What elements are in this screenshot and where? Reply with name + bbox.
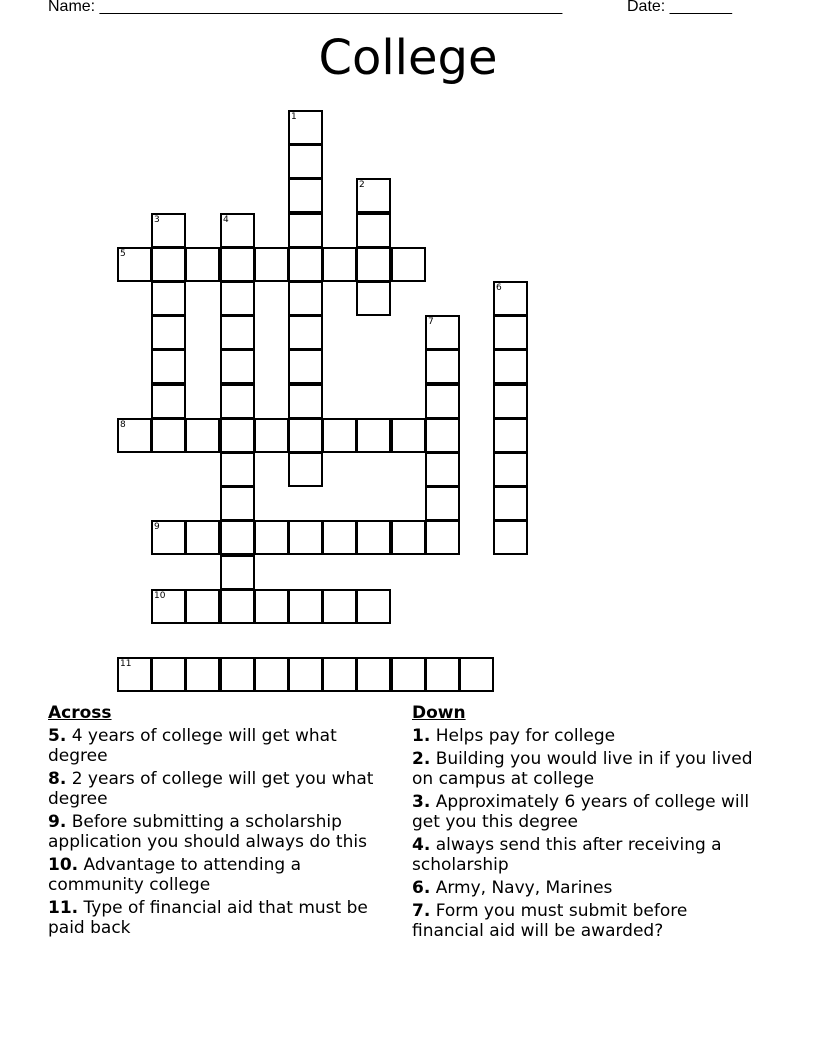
crossword-cell[interactable] — [356, 418, 391, 453]
crossword-cell[interactable] — [425, 657, 460, 692]
crossword-cell[interactable] — [288, 520, 323, 555]
clue-across-11 — [48, 898, 393, 938]
cell-number: 1 — [291, 112, 297, 122]
crossword-cell[interactable] — [288, 178, 323, 213]
crossword-cell[interactable] — [425, 520, 460, 555]
crossword-cell[interactable] — [220, 486, 255, 521]
cell-number: 2 — [359, 180, 365, 190]
crossword-cell[interactable] — [151, 349, 186, 384]
clue-number: 11. — [48, 898, 79, 918]
across-clues — [48, 703, 393, 941]
clue-number: 7. — [412, 901, 431, 921]
crossword-cell[interactable] — [220, 281, 255, 316]
clue-across-5 — [48, 726, 393, 766]
crossword-cell[interactable] — [459, 657, 494, 692]
crossword-cell[interactable] — [288, 110, 323, 145]
cell-number: 4 — [223, 215, 229, 225]
crossword-cell[interactable] — [220, 452, 255, 487]
cell-number: 11 — [120, 659, 132, 669]
crossword-cell[interactable] — [254, 247, 289, 282]
crossword-cell[interactable] — [391, 247, 426, 282]
crossword-cell[interactable] — [254, 520, 289, 555]
crossword-cell[interactable] — [151, 315, 186, 350]
crossword-cell[interactable] — [288, 589, 323, 624]
crossword-cell[interactable] — [117, 418, 152, 453]
clue-down-6 — [412, 878, 757, 898]
clue-number: 9. — [48, 812, 67, 832]
clue-number: 5. — [48, 726, 67, 746]
crossword-cell[interactable] — [493, 486, 528, 521]
clue-text: Type of financial aid that must be paid back — [48, 898, 368, 938]
crossword-cell[interactable] — [151, 247, 186, 282]
crossword-cell[interactable] — [356, 213, 391, 248]
crossword-cell[interactable] — [151, 657, 186, 692]
crossword-cell[interactable] — [322, 247, 357, 282]
cell-number: 10 — [154, 591, 166, 601]
crossword-cell[interactable] — [185, 657, 220, 692]
crossword-cell[interactable] — [356, 589, 391, 624]
clue-across-10 — [48, 855, 393, 895]
crossword-cell[interactable] — [493, 520, 528, 555]
across-heading: Across — [48, 703, 112, 723]
crossword-cell[interactable] — [288, 144, 323, 179]
crossword-cell[interactable] — [220, 213, 255, 248]
crossword-cell[interactable] — [220, 349, 255, 384]
clue-across-9 — [48, 812, 393, 852]
clue-number: 3. — [412, 792, 431, 812]
crossword-cell[interactable] — [322, 418, 357, 453]
crossword-cell[interactable] — [117, 657, 152, 692]
clue-text: 4 years of college will get what degree — [48, 726, 337, 766]
crossword-cell[interactable] — [425, 315, 460, 350]
clue-number: 4. — [412, 835, 431, 855]
clue-down-3 — [412, 792, 757, 832]
clue-text: Advantage to attending a community college — [48, 855, 301, 895]
crossword-cell[interactable] — [220, 315, 255, 350]
crossword-cell[interactable] — [185, 247, 220, 282]
clue-number: 8. — [48, 769, 67, 789]
crossword-cell[interactable] — [288, 247, 323, 282]
crossword-cell[interactable] — [288, 418, 323, 453]
crossword-cell[interactable] — [391, 657, 426, 692]
crossword-cell[interactable] — [151, 520, 186, 555]
crossword-cell[interactable] — [288, 349, 323, 384]
cell-number: 8 — [120, 420, 126, 430]
date-field-label: Date: _______ — [627, 0, 732, 15]
crossword-cell[interactable] — [220, 555, 255, 590]
crossword-cell[interactable] — [322, 657, 357, 692]
crossword-cell[interactable] — [425, 486, 460, 521]
clue-text: Form you must submit before financial aid will be awarded? — [412, 901, 688, 941]
cell-number: 7 — [428, 317, 434, 327]
crossword-cell[interactable] — [185, 520, 220, 555]
clue-text: Before submitting a scholarship application you should always do this — [48, 812, 367, 852]
crossword-cell[interactable] — [493, 349, 528, 384]
crossword-cell[interactable] — [254, 418, 289, 453]
crossword-cell[interactable] — [356, 520, 391, 555]
name-field-label: Name: ____________________________________________________ — [48, 0, 563, 15]
crossword-cell[interactable] — [151, 418, 186, 453]
crossword-cell[interactable] — [117, 247, 152, 282]
down-clues — [412, 703, 757, 944]
crossword-cell[interactable] — [220, 657, 255, 692]
crossword-cell[interactable] — [425, 452, 460, 487]
down-heading: Down — [412, 703, 466, 723]
crossword-cell[interactable] — [288, 315, 323, 350]
crossword-cell[interactable] — [220, 589, 255, 624]
cell-number: 6 — [496, 283, 502, 293]
clue-text: Helps pay for college — [435, 726, 616, 746]
crossword-cell[interactable] — [220, 384, 255, 419]
cell-number: 9 — [154, 522, 160, 532]
crossword-cell[interactable] — [493, 418, 528, 453]
crossword-cell[interactable] — [356, 247, 391, 282]
crossword-cell[interactable] — [220, 247, 255, 282]
crossword-cell[interactable] — [288, 384, 323, 419]
crossword-cell[interactable] — [425, 384, 460, 419]
crossword-cell[interactable] — [151, 213, 186, 248]
clue-text: always send this after receiving a scholarship — [412, 835, 722, 875]
crossword-cell[interactable] — [493, 315, 528, 350]
crossword-cell[interactable] — [356, 178, 391, 213]
crossword-cell[interactable] — [151, 384, 186, 419]
crossword-cell[interactable] — [254, 657, 289, 692]
crossword-cell[interactable] — [220, 520, 255, 555]
clue-number: 6. — [412, 878, 431, 898]
crossword-cell[interactable] — [356, 281, 391, 316]
crossword-cell[interactable] — [288, 213, 323, 248]
clue-number: 1. — [412, 726, 431, 746]
crossword-cell[interactable] — [493, 384, 528, 419]
crossword-cell[interactable] — [493, 281, 528, 316]
crossword-cell[interactable] — [288, 657, 323, 692]
crossword-cell[interactable] — [425, 349, 460, 384]
clue-across-8 — [48, 769, 393, 809]
crossword-cell[interactable] — [493, 452, 528, 487]
crossword-cell[interactable] — [151, 281, 186, 316]
puzzle-title: College — [318, 30, 498, 86]
clue-text: Army, Navy, Marines — [435, 878, 613, 898]
crossword-cell[interactable] — [356, 657, 391, 692]
cell-number: 5 — [120, 249, 126, 259]
crossword-cell[interactable] — [185, 418, 220, 453]
clue-down-1 — [412, 726, 757, 746]
crossword-cell[interactable] — [322, 520, 357, 555]
clue-down-7 — [412, 901, 757, 941]
crossword-cell[interactable] — [151, 589, 186, 624]
crossword-cell[interactable] — [220, 418, 255, 453]
cell-number: 3 — [154, 215, 160, 225]
clue-text: Building you would live in if you lived on campus at college — [412, 749, 753, 789]
clue-number: 2. — [412, 749, 431, 769]
crossword-cell[interactable] — [254, 589, 289, 624]
clue-number: 10. — [48, 855, 79, 875]
clue-down-4 — [412, 835, 757, 875]
crossword-cell[interactable] — [391, 520, 426, 555]
clue-down-2 — [412, 749, 757, 789]
clue-text: Approximately 6 years of college will get you this degree — [412, 792, 750, 832]
crossword-cell[interactable] — [322, 589, 357, 624]
crossword-cell[interactable] — [288, 281, 323, 316]
crossword-cell[interactable] — [288, 452, 323, 487]
crossword-cell[interactable] — [425, 418, 460, 453]
crossword-cell[interactable] — [391, 418, 426, 453]
crossword-cell[interactable] — [185, 589, 220, 624]
clue-text: 2 years of college will get you what degree — [48, 769, 374, 809]
